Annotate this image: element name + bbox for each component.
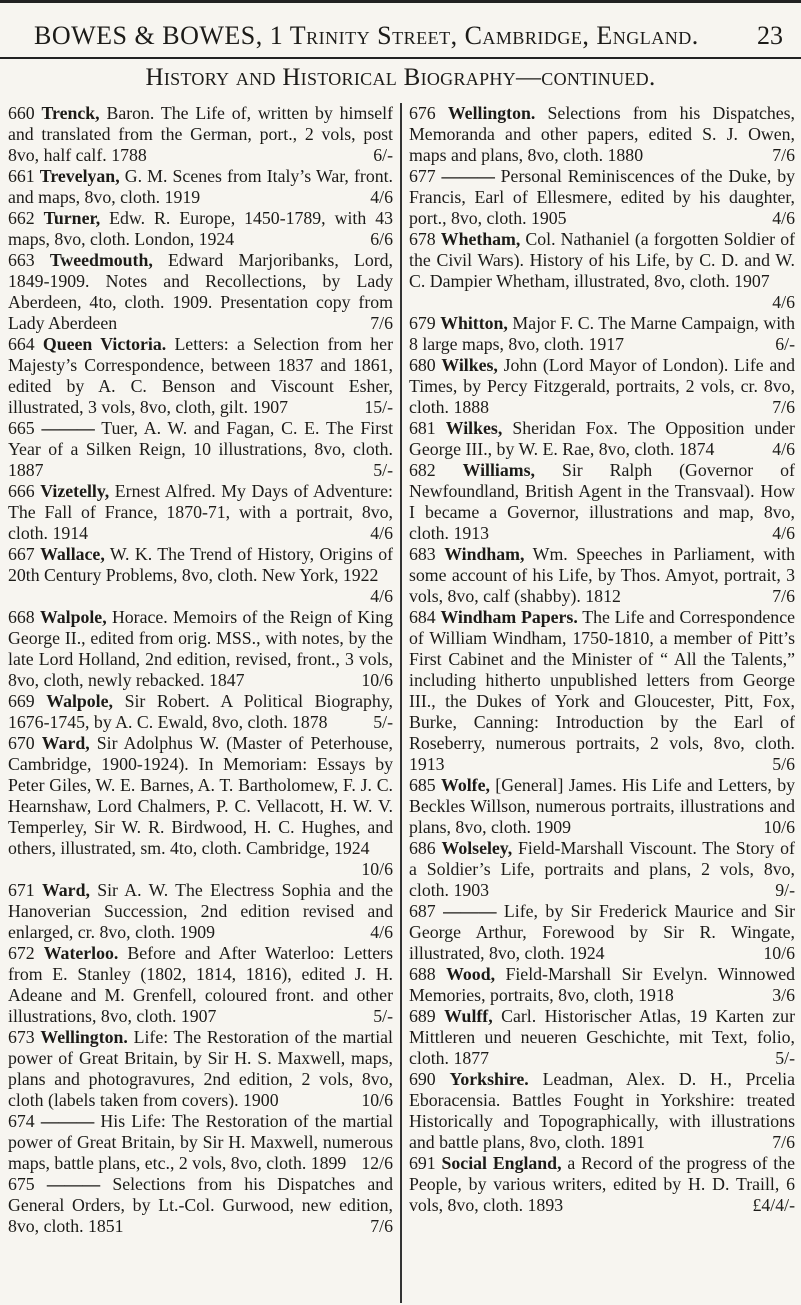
- entry-number: 683: [409, 544, 436, 564]
- entry-price: 6/-: [373, 145, 393, 165]
- entry-heading: Ward,: [41, 880, 90, 900]
- entry-description: Edward Marjoribanks, Lord, 1849-1909. Notes and Recollections, by Lady Aberdeen, 4to, cloth. 1909. Presentation copy from Lady Aberdeen: [8, 250, 393, 333]
- entry-number: 669: [8, 691, 35, 711]
- entry-price: 7/6: [772, 586, 795, 606]
- entry-description: Baron. The Life of, written by himself and translated from the German, port., 2 vols, post 8vo, half calf. 1788: [8, 103, 393, 165]
- entry-description: Sir Ralph (Governor of Newfoundland, British Agent in the Transvaal). How I became a Governor, illustrations and map, 8vo, cloth. 1913: [409, 460, 795, 543]
- entry-description: Selections from his Dispatches and General Orders, by Lt.-Col. Gurwood, new edition, 8vo, cloth. 1851: [8, 1174, 393, 1236]
- entry-description: Sir Adolphus W. (Master of Peterhouse, Cambridge, 1900-1924). In Memoriam: Essays by Peter Giles, W. E. Barnes, A. T. Bartholomew, F. J. C. Hearnshaw, Lord Chalmers, P. C. Vellacott, H. W. V. Temperley, Sir W. R. Birdwood, H. C. Hughes, and others, illustrated, sm. 4to, cloth. Cambridge, 1924: [8, 733, 393, 858]
- entry-description: Field-Marshall Viscount. The Story of a Soldier’s Life, portraits and plans, 2 vols, 8vo, cloth. 1903: [409, 838, 795, 900]
- entry-description: Carl. Historischer Atlas, 19 Karten zur Mittleren und neueren Geschichte, mit Text, folio, cloth. 1877: [409, 1006, 795, 1068]
- entry-number: 678: [409, 229, 436, 249]
- entry-description: Wm. Speeches in Parliament, with some account of his Life, by Thos. Amyot, portrait, 3 vols, 8vo, calf (shabby). 1812: [409, 544, 795, 606]
- catalogue-entry: [409, 1006, 795, 1069]
- header-rule: [0, 57, 801, 59]
- catalogue-entry: [8, 334, 393, 418]
- entry-number: 665: [8, 418, 35, 438]
- entry-price: 10/6: [763, 817, 795, 837]
- catalogue-entry: [409, 229, 795, 313]
- catalogue-entry: [8, 880, 393, 943]
- entry-description: Field-Marshall Sir Evelyn. Winnowed Memories, portraits, 8vo, cloth, 1918: [409, 964, 795, 1005]
- entry-price: 4/6: [370, 922, 393, 942]
- entry-number: 687: [409, 901, 436, 921]
- entry-description: Tuer, A. W. and Fagan, C. E. The First Year of a Silken Reign, 10 illustrations, 8vo, cloth. 1887: [8, 418, 393, 480]
- entry-heading: Waterloo.: [43, 943, 119, 963]
- entry-number: 673: [8, 1027, 35, 1047]
- entry-number: 660: [8, 103, 35, 123]
- catalogue-entry: [8, 733, 393, 880]
- catalogue-entry: [8, 208, 393, 250]
- entry-number: 689: [409, 1006, 436, 1026]
- entry-price: 5/-: [775, 1048, 795, 1068]
- catalogue-entry: [8, 943, 393, 1027]
- catalogue-entry: [409, 1153, 795, 1216]
- entry-heading: Ward,: [41, 733, 90, 753]
- entry-heading: Williams,: [462, 460, 535, 480]
- entry-price: 10/6: [361, 859, 393, 879]
- entry-number: 685: [409, 775, 436, 795]
- catalogue-entry: [8, 481, 393, 544]
- entry-heading: Social England,: [441, 1153, 562, 1173]
- entry-number: 682: [409, 460, 436, 480]
- entry-heading: Yorkshire.: [449, 1069, 529, 1089]
- entry-price: 7/6: [772, 1132, 795, 1152]
- column-divider: [400, 103, 402, 1303]
- entry-price: 10/6: [361, 670, 393, 690]
- entry-description: Major F. C. The Marne Campaign, with 8 large maps, 8vo, cloth. 1917: [409, 313, 795, 354]
- entry-price: 10/6: [763, 943, 795, 963]
- entry-heading: Whitton,: [440, 313, 508, 333]
- entry-description: [General] James. His Life and Letters, by Beckles Willson, numerous portraits, illustrations and plans, 8vo, cloth. 1909: [409, 775, 795, 837]
- entry-description: Sir A. W. The Electress Sophia and the Hanoverian Succession, 2nd edition revised and enlarged, cr. 8vo, cloth. 1909: [8, 880, 393, 942]
- catalogue-columns: [0, 103, 801, 1303]
- entry-description: Personal Reminiscences of the Duke, by Francis, Earl of Ellesmere, edited by his daughter, port., 8vo, cloth. 1905: [409, 166, 795, 228]
- entry-heading: Trenck,: [41, 103, 100, 123]
- entry-heading: Wellington.: [447, 103, 536, 123]
- entry-number: 661: [8, 166, 35, 186]
- entry-heading: Trevelyan,: [39, 166, 120, 186]
- entry-price: 4/6: [370, 187, 393, 207]
- catalogue-entry: [409, 901, 795, 964]
- entry-number: 664: [8, 334, 35, 354]
- entry-price: 4/6: [772, 208, 795, 228]
- entry-number: 691: [409, 1153, 436, 1173]
- catalogue-entry: [8, 607, 393, 691]
- entry-number: 679: [409, 313, 436, 333]
- entry-description: Ernest Alfred. My Days of Adventure: The Fall of France, 1870-71, with a portrait, 8vo, cloth. 1914: [8, 481, 393, 543]
- entry-heading: Windham,: [444, 544, 525, 564]
- catalogue-entry: [409, 313, 795, 355]
- entry-description: Life, by Sir Frederick Maurice and Sir George Arthur, Forewood by Sir R. Wingate, illustrated, 8vo, cloth. 1924: [409, 901, 795, 963]
- entry-number: 684: [409, 607, 436, 627]
- catalogue-entry: [409, 1069, 795, 1153]
- entry-price: 5/-: [373, 712, 393, 732]
- entry-heading: Vizetelly,: [40, 481, 110, 501]
- entry-heading: Wolseley,: [441, 838, 513, 858]
- entry-description: Col. Nathaniel (a forgotten Soldier of the Civil Wars). History of his Life, by C. D. and W. C. Dampier Whetham, illustrated, 8vo, cloth. 1907: [409, 229, 795, 291]
- left-column: [8, 103, 393, 1303]
- entry-heading: Wellington.: [40, 1027, 128, 1047]
- entry-price: 5/-: [373, 460, 393, 480]
- entry-heading: Wallace,: [40, 544, 105, 564]
- catalogue-entry: [409, 166, 795, 229]
- entry-number: 671: [8, 880, 35, 900]
- entry-price: 4/6: [370, 586, 393, 606]
- entry-heading: ———: [41, 418, 95, 438]
- entry-price: 7/6: [370, 1216, 393, 1236]
- right-column: [409, 103, 795, 1303]
- entry-number: 663: [8, 250, 35, 270]
- entry-heading: ———: [441, 166, 495, 186]
- section-title: History and Historical Biography—continued.: [145, 64, 656, 91]
- entry-number: 688: [409, 964, 436, 984]
- catalogue-entry: [409, 103, 795, 166]
- entry-heading: Tweedmouth,: [49, 250, 153, 270]
- catalogue-entry: [8, 103, 393, 166]
- entry-price: £4/4/-: [752, 1195, 795, 1215]
- entry-number: 680: [409, 355, 436, 375]
- entry-price: 6/-: [775, 334, 795, 354]
- entry-price: 6/6: [370, 229, 393, 249]
- catalogue-entry: [409, 838, 795, 901]
- entry-description: Edw. R. Europe, 1450-1789, with 43 maps, 8vo, cloth. London, 1924: [8, 208, 393, 249]
- entry-number: 674: [8, 1111, 35, 1131]
- catalogue-entry: [8, 250, 393, 334]
- entry-price: 7/6: [772, 145, 795, 165]
- entry-description: The Life and Correspondence of William Windham, 1750-1810, a member of Pitt’s First Cabinet and the Minister of “ All the Talents,” including hitherto unpublished letters from George III., the Dukes of York and Gloucester, Pitt, Fox, Burke, Canning: Introduction by the Earl of Roseberry, numerous portraits, 2 vols, 8vo, cloth. 1913: [409, 607, 795, 774]
- catalogue-entry: [8, 1111, 393, 1174]
- entry-price: 12/6: [361, 1153, 393, 1173]
- entry-number: 686: [409, 838, 436, 858]
- catalogue-entry: [409, 460, 795, 544]
- entry-number: 666: [8, 481, 35, 501]
- catalogue-entry: [409, 964, 795, 1006]
- entry-heading: Whetham,: [440, 229, 521, 249]
- entry-number: 677: [409, 166, 436, 186]
- catalogue-entry: [8, 691, 393, 733]
- entry-price: 5/6: [772, 754, 795, 774]
- entry-description: John (Lord Mayor of London). Life and Times, by Percy Fitzgerald, portraits, 2 vols, cr. 8vo, cloth. 1888: [409, 355, 795, 417]
- entry-number: 668: [8, 607, 35, 627]
- entry-price: 4/6: [370, 523, 393, 543]
- entry-heading: Queen Victoria.: [42, 334, 167, 354]
- entry-description: Life: The Restoration of the martial power of Great Britain, by Sir H. S. Maxwell, maps, plans and photogravures, 2nd edition, 2 vols, 8vo, cloth (labels taken from covers). 1900: [8, 1027, 393, 1110]
- entry-price: 5/-: [373, 1006, 393, 1026]
- catalogue-entry: [8, 544, 393, 607]
- entry-description: a Record of the progress of the People, by various writers, edited by H. D. Traill, 6 vols, 8vo, cloth. 1893: [409, 1153, 795, 1215]
- entry-heading: Windham Papers.: [440, 607, 578, 627]
- catalogue-entry: [409, 607, 795, 775]
- catalogue-entry: [409, 355, 795, 418]
- entry-number: 676: [409, 103, 436, 123]
- entry-price: 10/6: [361, 1090, 393, 1110]
- entry-price: 3/6: [772, 985, 795, 1005]
- entry-heading: Wilkes,: [445, 418, 503, 438]
- catalogue-entry: [8, 166, 393, 208]
- entry-heading: ———: [46, 1174, 101, 1194]
- entry-description: W. K. The Trend of History, Origins of 20th Century Problems, 8vo, cloth. New York, 1922: [8, 544, 393, 585]
- entry-description: Horace. Memoirs of the Reign of King George II., edited from orig. MSS., with notes, by the late Lord Holland, 2nd edition, revised, front., 3 vols, 8vo, cloth, newly rebacked. 1847: [8, 607, 393, 690]
- page-header: [0, 0, 801, 58]
- entry-number: 662: [8, 208, 35, 228]
- entry-description: Leadman, Alex. D. H., Prcelia Eboracensia. Battles Fought in Yorkshire: treated Historically and Topographically, with illustrations and battle plans, 8vo, cloth. 1891: [409, 1069, 795, 1152]
- running-title: BOWES & BOWES, 1 Trinity Street, Cambridge, England.: [34, 21, 699, 50]
- entry-price: 4/6: [772, 523, 795, 543]
- catalogue-entry: [8, 1174, 393, 1237]
- entry-price: 7/6: [370, 313, 393, 333]
- entry-price: 7/6: [772, 397, 795, 417]
- entry-number: 672: [8, 943, 35, 963]
- entry-heading: Turner,: [43, 208, 101, 228]
- catalogue-entry: [8, 1027, 393, 1111]
- entry-heading: ———: [443, 901, 497, 921]
- entry-heading: Wolfe,: [441, 775, 490, 795]
- entry-number: 690: [409, 1069, 436, 1089]
- entry-price: 4/6: [772, 439, 795, 459]
- catalogue-entry: [409, 418, 795, 460]
- entry-description: Selections from his Dispatches, Memoranda and other papers, edited S. J. Owen, maps and plans, 8vo, cloth. 1880: [409, 103, 795, 165]
- entry-description: Letters: a Selection from her Majesty’s Correspondence, between 1837 and 1861, edited by A. C. Benson and Viscount Esher, illustrated, 3 vols, 8vo, cloth, gilt. 1907: [8, 334, 393, 417]
- entry-number: 681: [409, 418, 436, 438]
- entry-description: G. M. Scenes from Italy’s War, front. and maps, 8vo, cloth. 1919: [8, 166, 393, 207]
- entry-heading: ———: [40, 1111, 95, 1131]
- catalogue-entry: [8, 418, 393, 481]
- catalogue-entry: [409, 544, 795, 607]
- entry-number: 670: [8, 733, 35, 753]
- entry-heading: Walpole,: [46, 691, 113, 711]
- entry-heading: Wood,: [446, 964, 496, 984]
- entry-heading: Walpole,: [39, 607, 107, 627]
- entry-heading: Wulff,: [444, 1006, 493, 1026]
- page-number: 23: [757, 21, 783, 50]
- entry-heading: Wilkes,: [441, 355, 498, 375]
- entry-number: 667: [8, 544, 35, 564]
- entry-description: Before and After Waterloo: Letters from E. Stanley (1802, 1814, 1816), edited J. H. Adeane and M. Grenfell, coloured front. and other illustrations, 8vo, cloth. 1907: [8, 943, 393, 1026]
- entry-number: 675: [8, 1174, 35, 1194]
- entry-price: 4/6: [772, 292, 795, 312]
- entry-price: 15/-: [364, 397, 393, 417]
- entry-price: 9/-: [775, 880, 795, 900]
- entry-description: Sheridan Fox. The Opposition under George III., by W. E. Rae, 8vo, cloth. 1874: [409, 418, 795, 459]
- entry-description: His Life: The Restoration of the martial power of Great Britain, by Sir H. Maxwell, numerous maps, battle plans, etc., 2 vols, 8vo, cloth. 1899: [8, 1111, 393, 1173]
- catalogue-entry: [409, 775, 795, 838]
- entry-description: Sir Robert. A Political Biography, 1676-1745, by A. C. Ewald, 8vo, cloth. 1878: [8, 691, 393, 732]
